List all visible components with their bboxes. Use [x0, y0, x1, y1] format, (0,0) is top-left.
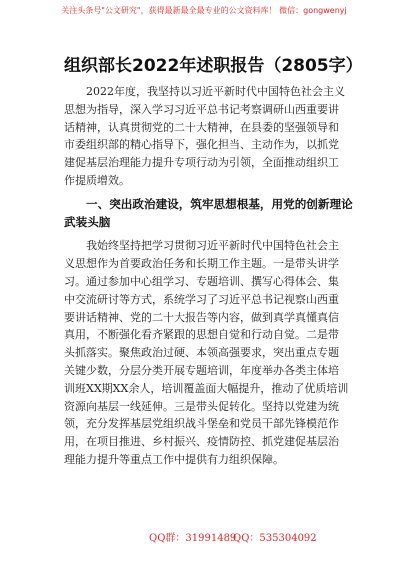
paragraph-line: 关键少数，分层分类开展专题培训，年度举办各类主体培: [64, 363, 339, 377]
paragraph-line: 话精神，认真贯彻党的二十大精神，在县委的坚强领导和: [64, 120, 339, 134]
document-body: [64, 83, 356, 469]
paragraph-line: 习。通过参加中心组学习、专题培训、撰写心得体会、集: [64, 274, 339, 288]
page-title: 组织部长2022年述职报告（2805字）: [64, 56, 363, 76]
paragraph-line: 作提质增效。: [64, 173, 130, 187]
paragraph-line: 资源向基层一线延伸。三是带头促转化。坚持以党建为统: [64, 399, 339, 413]
paragraph-line: 理能力提升等重点工作中提供有力组织保障。: [64, 452, 284, 466]
paragraph-line: 用，在项目推进、乡村振兴、疫情防控、抓党建促基层治: [64, 435, 339, 449]
paragraph-line: 训班XX期XX余人，培训覆盖面大幅提升，推动了优质培训: [64, 381, 349, 395]
paragraph-line: 领，充分发挥基层党组织战斗堡垒和党员干部先锋模范作: [64, 417, 339, 431]
paragraph-line: 头抓落实。聚焦政治过硬、本领高强要求，突出重点专题: [64, 346, 339, 360]
paragraph-line: 思想为指导，深入学习习近平总书记考察调研山西重要讲: [64, 102, 339, 116]
paragraph-line: 2022年度，我坚持以习近平新时代中国特色社会主义: [86, 85, 345, 98]
paragraph-line: 建促基层治理能力提升专项行动为引领，全面推动组织工: [64, 156, 339, 170]
section-heading: 武装头脑: [64, 214, 111, 229]
paragraph-line: 我始终坚持把学习贯彻习近平新时代中国特色社会主: [86, 239, 339, 253]
paragraph-line: 中交流研讨等方式，系统学习了习近平总书记视察山西重: [64, 292, 339, 306]
paragraph-line: 市委组织部的精心指导下，强化担当、主动作为，以抓党: [64, 138, 339, 152]
paragraph-line: 要讲话精神、党的二十大报告等内容，做到真学真懂真信: [64, 310, 339, 324]
paragraph-line: 真用，不断强化看齐紧跟的思想自觉和行动自觉。二是带: [64, 328, 339, 342]
promo-banner: 关注头条号"公文研究"，获得最新最全最专业的公文资料库！ 微信：gongwenyj: [61, 6, 347, 15]
paragraph-line: 义思想作为首要政治任务和长期工作主题。一是带头讲学: [64, 257, 339, 271]
qq-group-number: QQ群：31991489: [149, 533, 237, 544]
qq-number: QQ：535304092: [233, 533, 317, 544]
section-heading: 一、突出政治建设，筑牢思想根基，用党的创新理论: [86, 196, 353, 211]
